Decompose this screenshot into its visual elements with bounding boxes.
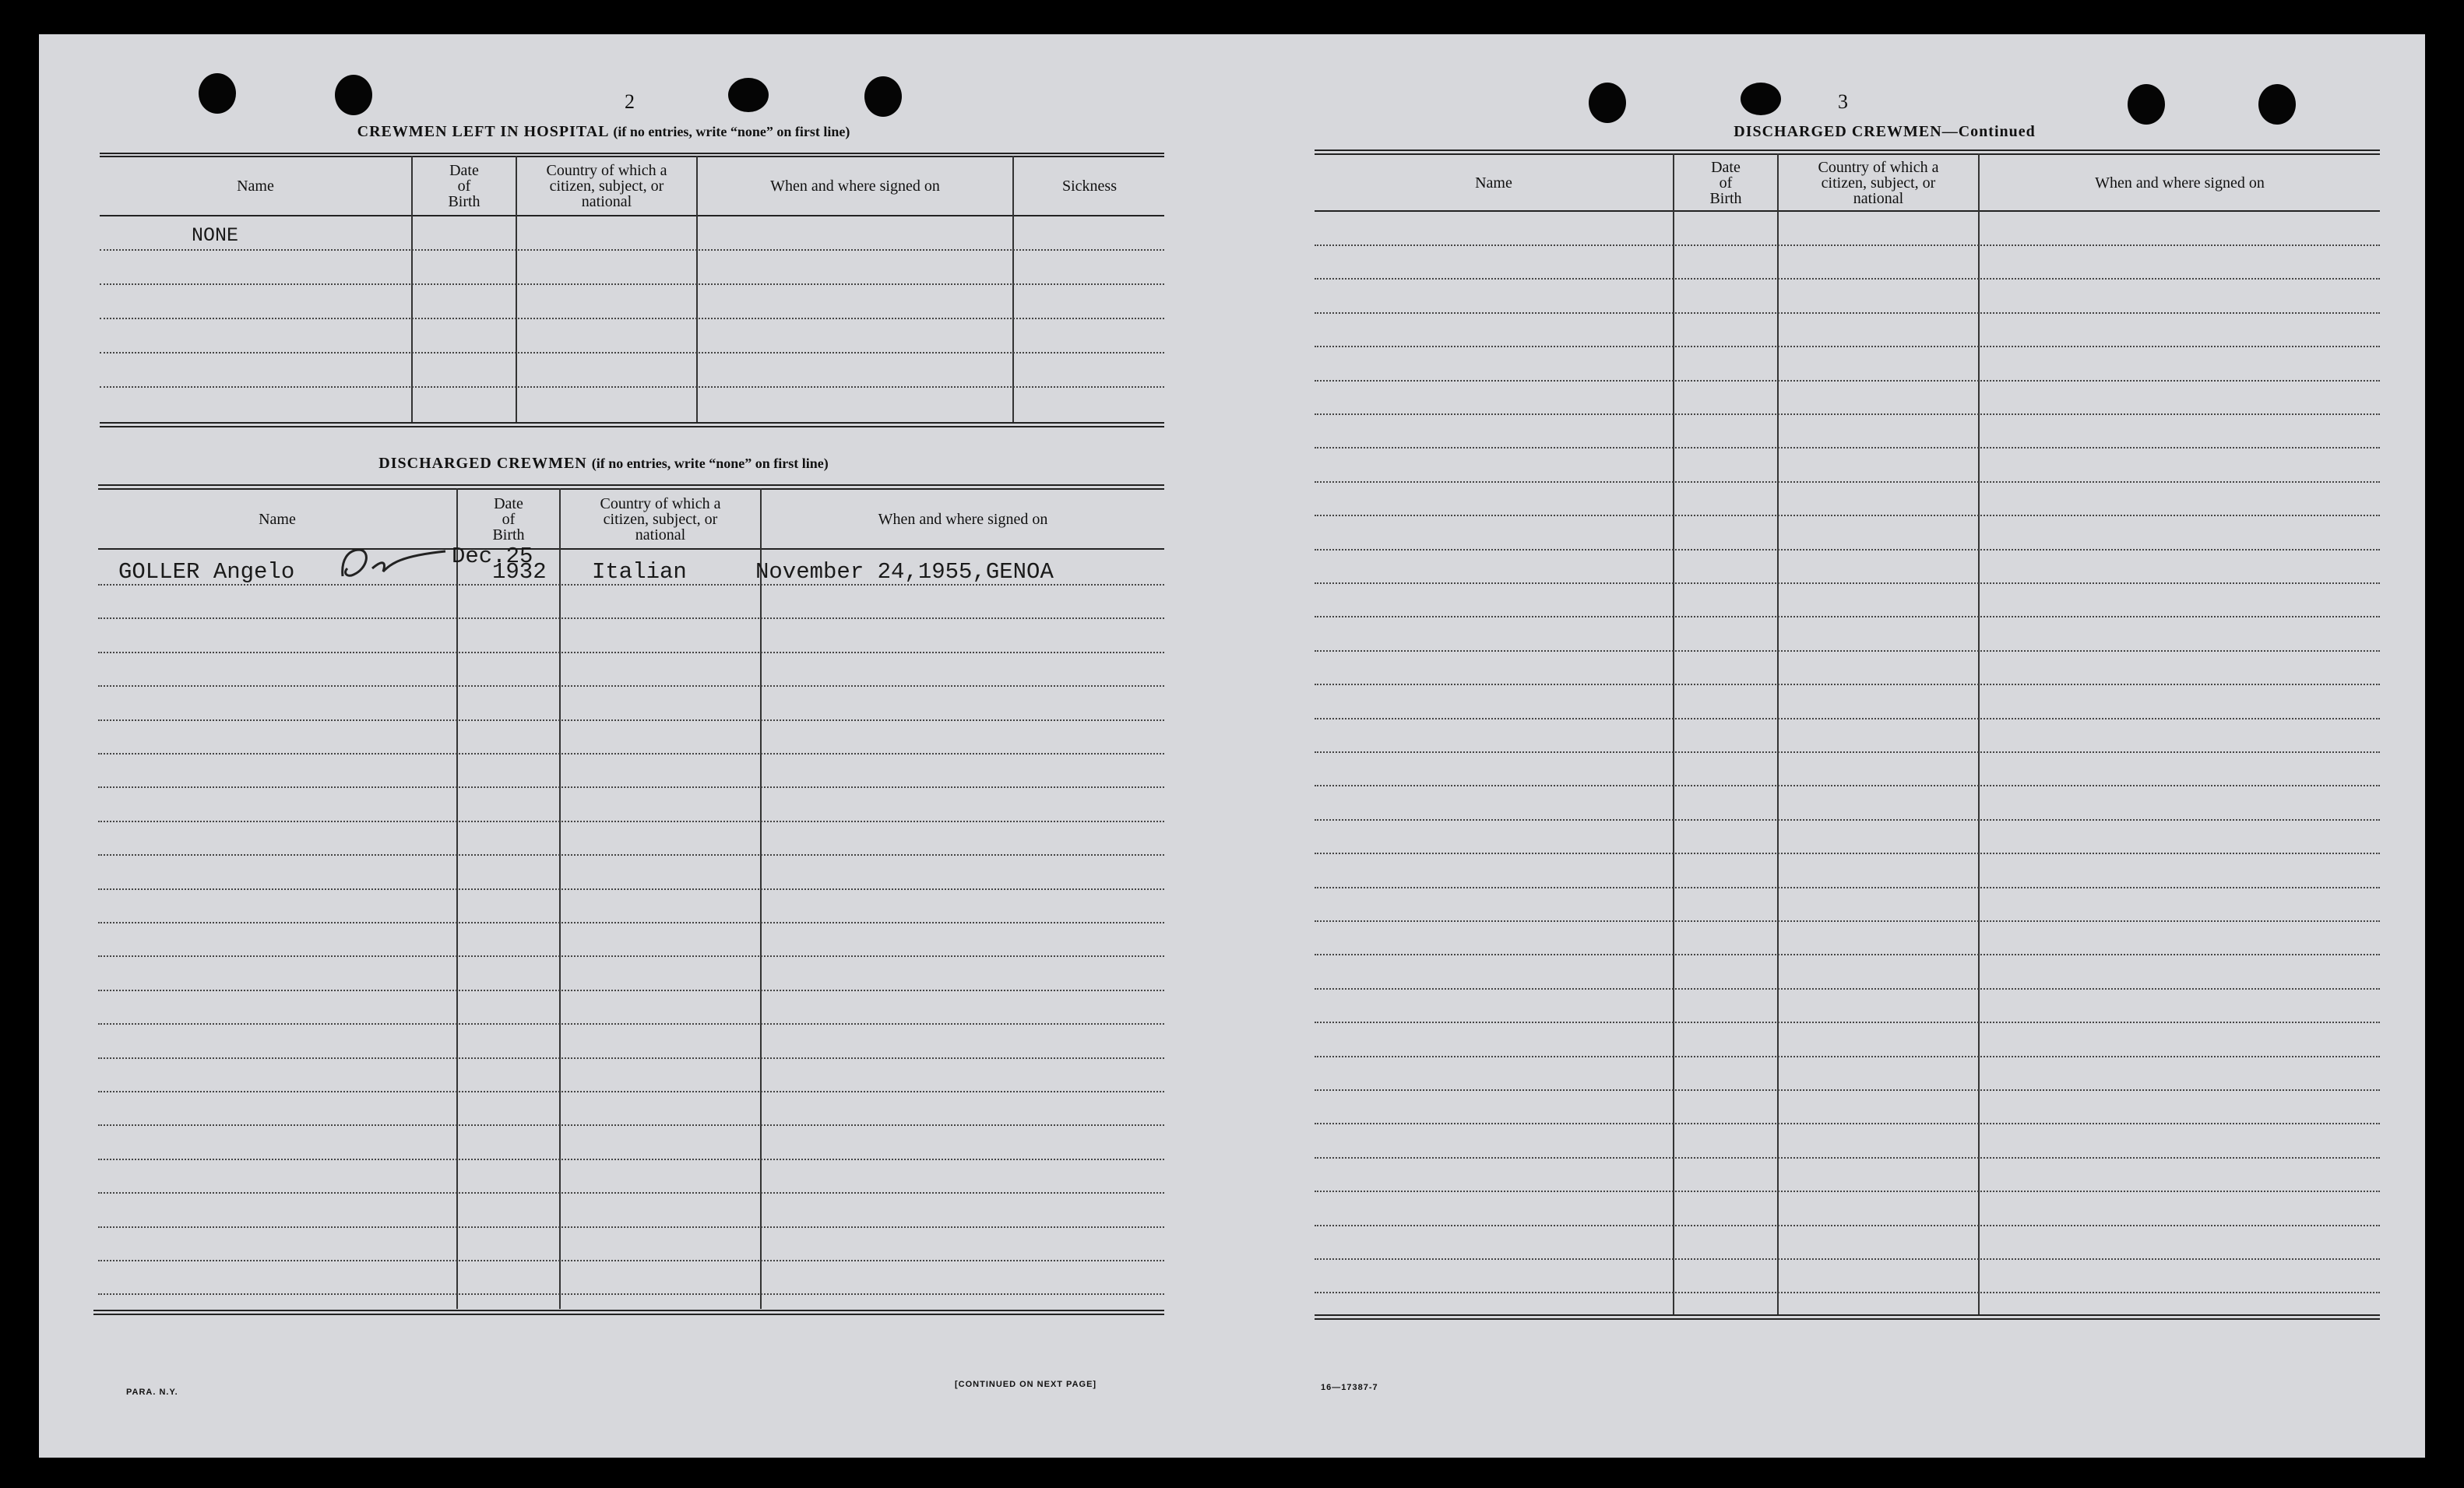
discharged-row-line [98,1260,1164,1261]
discharged-row-line [98,685,1164,687]
footer-printer-mark: PARA. N.Y. [126,1388,178,1397]
right-row-line [1315,920,2380,922]
right-table-bottom-rule [1315,1314,2380,1316]
discharged-entry-dob-month: Dec.25 [452,543,533,569]
punch-hole-icon [728,78,769,112]
right-row-line [1315,1089,2380,1091]
discharged-row-line [98,1023,1164,1025]
right-row-line [1315,312,2380,314]
punch-hole-icon [1589,83,1626,123]
discharged-row-line [98,1226,1164,1228]
right-row-line [1315,819,2380,821]
right-row-line [1315,650,2380,652]
discharged-col-divider [456,488,458,1309]
right-col-divider [1978,153,1980,1315]
discharged-row-line [98,1057,1164,1059]
discharged-continued-title: DISCHARGED CREWMEN—Continued [1734,123,2036,140]
discharged-row-line [98,1159,1164,1160]
hospital-row-line [100,352,1164,354]
right-row-line [1315,1258,2380,1260]
right-row-line [1315,718,2380,719]
hospital-table-bottom-rule [100,426,1164,427]
discharged-row-line [98,990,1164,991]
right-table-bottom-rule [1315,1318,2380,1320]
right-row-line [1315,887,2380,888]
right-row-line [1315,1191,2380,1192]
right-row-line [1315,853,2380,854]
hospital-col-divider [1012,156,1014,424]
discharged-row-line [98,753,1164,755]
discharged-title-text: DISCHARGED CREWMEN [378,455,587,472]
right-row-line [1315,278,2380,280]
hospital-col-sickness-header: Sickness [1062,178,1117,195]
right-col-name-header: Name [1475,174,1512,192]
right-row-line [1315,582,2380,584]
hospital-col-divider [516,156,517,424]
hospital-row-line [100,249,1164,251]
discharged-col-signed-header: When and where signed on [878,510,1048,528]
discharged-section-title [101,455,1106,473]
right-col-divider [1673,153,1674,1315]
discharged-col-name-header: Name [259,510,296,528]
discharged-row-line [98,652,1164,653]
discharged-row-line [98,617,1164,619]
right-row-line [1315,346,2380,347]
hospital-col-signed-header: When and where signed on [770,178,940,195]
hospital-col-divider [411,156,413,424]
right-row-line [1315,515,2380,516]
hospital-col-country-header: Country of which a citizen, subject, or national [546,162,667,210]
discharged-col-divider [760,488,762,1309]
page-number-left: 2 [625,90,635,113]
punch-hole-icon [199,73,236,114]
discharged-col-divider [559,488,561,1309]
hospital-section-title [101,123,1106,141]
discharged-col-country-header: Country of which a citizen, subject, or national [600,494,721,543]
discharged-row-line [98,1293,1164,1295]
hospital-row-line [100,386,1164,388]
right-row-line [1315,751,2380,753]
discharged-row-line [98,1124,1164,1126]
footer-form-number: 16—17387-7 [1321,1383,1378,1392]
hospital-col-divider [696,156,698,424]
hospital-instruction: (if no entries, write “none” on first line) [613,124,850,139]
discharged-instruction: (if no entries, write “none” on first line) [591,456,829,471]
right-row-line [1315,413,2380,415]
right-header-rule [1315,210,2380,212]
right-row-line [1315,1022,2380,1023]
right-row-line [1315,1225,2380,1226]
discharged-row-line [98,922,1164,923]
right-row-line [1315,988,2380,990]
right-row-line [1315,785,2380,786]
discharged-table-bottom-rule [93,1314,1164,1315]
punch-hole-icon [1741,83,1781,115]
punch-hole-icon [2258,84,2296,125]
hospital-title-text: CREWMEN LEFT IN HOSPITAL [357,123,609,140]
discharged-row-line [98,955,1164,957]
discharged-row-line [98,719,1164,721]
right-row-line [1315,1056,2380,1057]
discharged-entry-country: Italian [592,559,687,585]
punch-hole-icon [864,76,902,117]
hospital-table-top-rule [100,153,1164,154]
punch-hole-icon [335,75,372,115]
discharged-row-line [98,821,1164,822]
hospital-table-bottom-rule [100,422,1164,424]
punch-hole-icon [2128,84,2165,125]
hospital-header-rule [100,215,1164,216]
right-row-line [1315,954,2380,955]
right-row-line [1315,1157,2380,1159]
discharged-row-line [98,786,1164,788]
discharged-entry-signed: November 24,1955,GENOA [755,559,1054,585]
right-row-line [1315,549,2380,551]
discharged-table-top-rule [98,484,1164,486]
right-row-line [1315,447,2380,449]
right-col-dob-header: Date of Birth [1709,158,1742,207]
footer-continued-note: [CONTINUED ON NEXT PAGE] [955,1380,1097,1389]
discharged-row-line [98,1091,1164,1092]
right-col-signed-header: When and where signed on [2095,174,2265,192]
right-row-line [1315,684,2380,685]
right-row-line [1315,1123,2380,1124]
right-row-line [1315,380,2380,382]
right-row-line [1315,1292,2380,1293]
hospital-entry-none: NONE [192,224,239,247]
right-col-divider [1777,153,1779,1315]
right-table-top-rule [1315,150,2380,151]
document-sheet [39,34,2425,1458]
discharged-header-rule [98,548,1164,550]
discharged-table-bottom-rule [93,1310,1164,1311]
discharged-entry-name: GOLLER Angelo [118,559,295,585]
handwritten-initials-icon [336,545,453,581]
discharged-entry-dob-year: 1932 [492,559,547,585]
hospital-col-name-header: Name [237,178,274,195]
discharged-row-line [98,854,1164,856]
hospital-row-line [100,318,1164,319]
discharged-row-line [98,888,1164,890]
discharged-row-line [98,1192,1164,1194]
right-col-country-header: Country of which a citizen, subject, or national [1818,158,1939,207]
hospital-row-line [100,283,1164,285]
right-row-line [1315,244,2380,246]
page-number-right: 3 [1838,90,1848,113]
right-row-line [1315,481,2380,483]
right-row-line [1315,616,2380,617]
discharged-col-dob-header: Date of Birth [492,494,525,543]
hospital-col-dob-header: Date of Birth [448,162,480,210]
